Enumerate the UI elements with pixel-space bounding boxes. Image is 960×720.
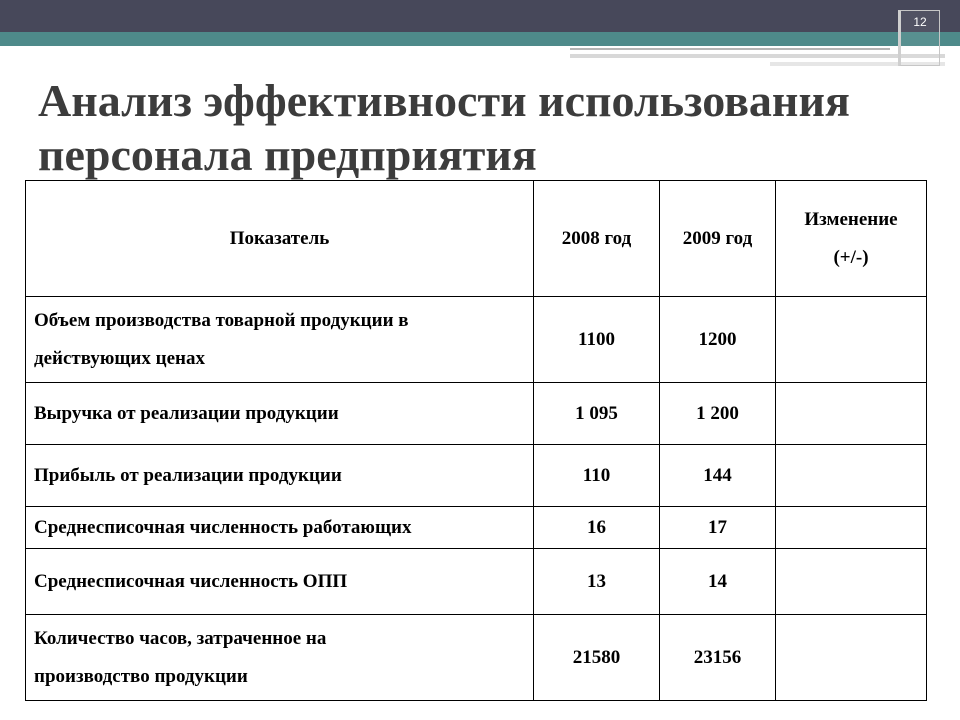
row-label: Среднесписочная численность ОПП <box>26 549 534 615</box>
row-label <box>26 615 534 701</box>
header-accent-band <box>0 32 960 46</box>
row-label-line2: производство продукции <box>34 665 248 687</box>
title-line-1: Анализ эффективности использования <box>38 75 850 126</box>
header-change <box>776 181 927 297</box>
table-row <box>26 615 927 701</box>
table-row <box>26 445 927 507</box>
row-label-line1: Объем производства товарной продукции в <box>34 309 409 331</box>
cell-2009: 144 <box>660 445 776 507</box>
slide-title <box>38 74 918 182</box>
row-label: Среднесписочная численность работающих <box>26 507 534 549</box>
cell-2008: 1100 <box>534 297 660 383</box>
header-indicator: Показатель <box>26 181 534 297</box>
decorative-line <box>570 54 945 58</box>
cell-change <box>776 615 927 701</box>
cell-change <box>776 383 927 445</box>
cell-2009: 14 <box>660 549 776 615</box>
header-change-line1: Изменение <box>804 208 898 230</box>
header-change-line2: (+/-) <box>833 246 869 268</box>
table-row <box>26 507 927 549</box>
header-2008: 2008 год <box>534 181 660 297</box>
cell-2008: 110 <box>534 445 660 507</box>
table-row <box>26 383 927 445</box>
cell-2008: 13 <box>534 549 660 615</box>
row-label <box>26 297 534 383</box>
row-label: Прибыль от реализации продукции <box>26 445 534 507</box>
cell-2008: 16 <box>534 507 660 549</box>
table-row <box>26 297 927 383</box>
slide-number-box <box>898 10 940 66</box>
slide-number: 12 <box>913 15 927 29</box>
header-bar <box>0 0 960 32</box>
indicators-table <box>25 180 927 701</box>
cell-2009: 23156 <box>660 615 776 701</box>
row-label-line2: действующих ценах <box>34 347 205 369</box>
cell-change <box>776 549 927 615</box>
cell-2009: 17 <box>660 507 776 549</box>
cell-change <box>776 297 927 383</box>
cell-change <box>776 445 927 507</box>
cell-2008: 21580 <box>534 615 660 701</box>
row-label-line1: Количество часов, затраченное на <box>34 627 327 649</box>
cell-2009: 1 200 <box>660 383 776 445</box>
header-2009: 2009 год <box>660 181 776 297</box>
cell-2009: 1200 <box>660 297 776 383</box>
row-label: Выручка от реализации продукции <box>26 383 534 445</box>
title-line-2: персонала предприятия <box>38 129 537 180</box>
decorative-line <box>570 48 890 50</box>
cell-2008: 1 095 <box>534 383 660 445</box>
table-header-row <box>26 181 927 297</box>
table-row <box>26 549 927 615</box>
cell-change <box>776 507 927 549</box>
